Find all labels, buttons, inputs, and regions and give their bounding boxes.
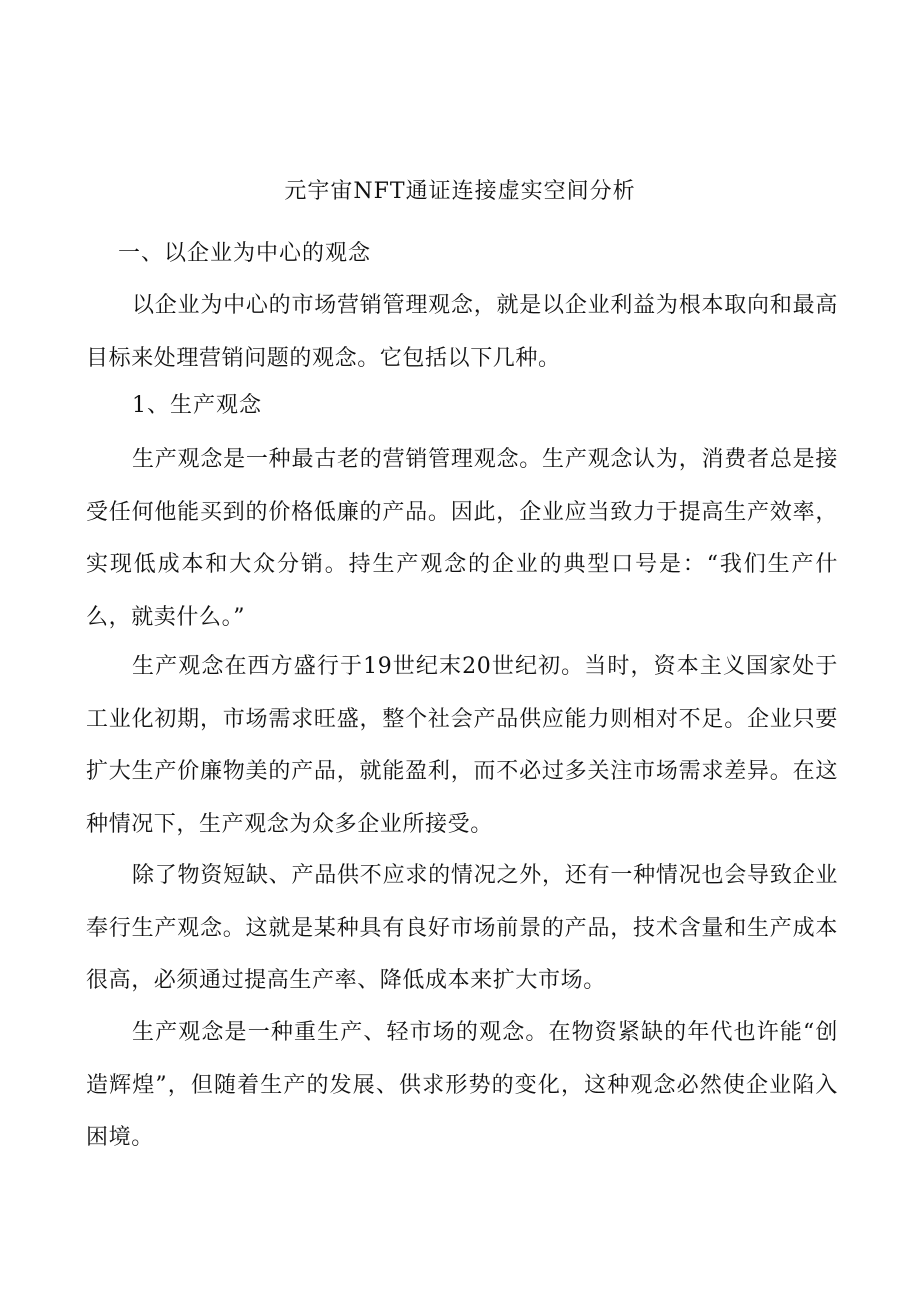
paragraph: 生产观念在西方盛行于19世纪末20世纪初。当时，资本主义国家处于工业化初期，市场需求旺盛，整个社会产品供应能力则相对不足。企业只要扩大生产价廉物美的产品，就能盈利，而不必过多关注市场需求差异。在这种情况下，生产观念为众多企业所接受。 bbox=[86, 654, 838, 837]
paragraph: 生产观念是一种最古老的营销管理观念。生产观念认为，消费者总是接受任何他能买到的价格低廉的产品。因此，企业应当致力于提高生产效率，实现低成本和大众分销。持生产观念的企业的典型口号是：“我们生产什么，就卖什么。” bbox=[86, 447, 838, 630]
document-title: 元宇宙NFT通证连接虚实空间分析 bbox=[284, 179, 636, 204]
intro-paragraph: 以企业为中心的市场营销管理观念，就是以企业利益为根本取向和最高目标来处理营销问题的观念。它包括以下几种。 bbox=[86, 293, 838, 371]
paragraph: 生产观念是一种重生产、轻市场的观念。在物资紧缺的年代也许能“创造辉煌”，但随着生产的发展、供求形势的变化，这种观念必然使企业陷入困境。 bbox=[86, 1020, 838, 1150]
subsection-heading: 1、生产观念 bbox=[132, 393, 262, 418]
section-heading: 一、以企业为中心的观念 bbox=[118, 241, 372, 266]
paragraph: 除了物资短缺、产品供不应求的情况之外，还有一种情况也会导致企业奉行生产观念。这就是某种具有良好市场前景的产品，技术含量和生产成本很高，必须通过提高生产率、降低成本来扩大市场。 bbox=[86, 863, 838, 993]
